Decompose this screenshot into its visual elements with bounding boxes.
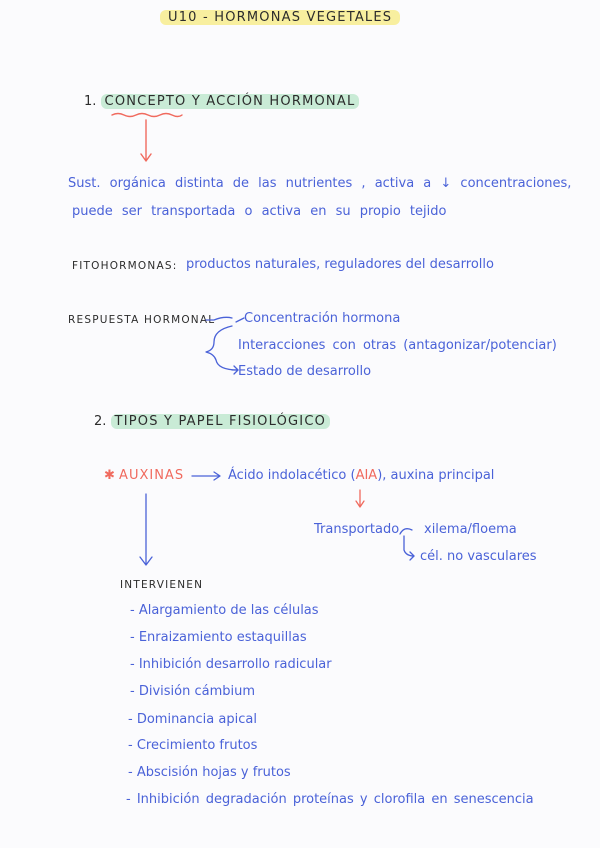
red-squiggle: [112, 114, 182, 117]
intervienen-label: INTERVIENEN: [120, 579, 204, 591]
red-arrow-down-1: [141, 120, 151, 161]
respuesta-item-2: Interacciones con otras (antagonizar/potenciar): [238, 338, 557, 353]
transport-item-1: xilema/floema: [424, 522, 517, 537]
list-item: - Alargamiento de las células: [130, 603, 319, 618]
section2-number: 2.: [94, 414, 107, 429]
auxinas-label: ✱ AUXINAS: [104, 468, 185, 483]
aia-abbr: AIA: [355, 468, 378, 483]
section2-title: TIPOS Y PAPEL FISIOLÓGICO: [111, 414, 331, 429]
blue-arrow-down: [140, 494, 152, 565]
transport-brace: [400, 529, 414, 556]
list-item: - Inhibición desarrollo radicular: [130, 657, 332, 672]
list-item: - División cámbium: [130, 684, 256, 699]
red-arrow-down-2: [356, 490, 364, 507]
auxinas-star: ✱: [104, 468, 115, 483]
section1-title: CONCEPTO Y ACCIÓN HORMONAL: [101, 94, 360, 109]
transport-item-2: cél. no vasculares: [420, 549, 537, 564]
section1-number: 1.: [84, 94, 97, 109]
list-item: - Crecimiento frutos: [128, 738, 258, 753]
respuesta-item-3: Estado de desarrollo: [238, 364, 372, 379]
list-item: - Enraizamiento estaquillas: [130, 630, 307, 645]
list-item: - Dominancia apical: [128, 712, 257, 727]
fitohormonas-label: FITOHORMONAS:: [72, 260, 178, 272]
respuesta-item-1: Concentración hormona: [244, 311, 401, 326]
fitohormonas-text: productos naturales, reguladores del desarrollo: [186, 257, 494, 272]
blue-arrow-right-2: [192, 472, 220, 480]
definition-line-1: Sust. orgánica distinta de las nutrientes , activa a ↓ concentraciones,: [68, 176, 572, 191]
blue-brace: [206, 317, 244, 370]
aia-text: Ácido indolacético (AIA), auxina principal: [228, 468, 495, 483]
list-item: - Abscisión hojas y frutos: [128, 765, 291, 780]
definition-line-2: puede ser transportada o activa en su propio tejido: [72, 204, 447, 219]
transport-label: Transportado: [314, 522, 400, 537]
respuesta-label: RESPUESTA HORMONAL: [68, 314, 216, 326]
page-title: U10 - HORMONAS VEGETALES: [160, 10, 400, 25]
blue-arrow-right-1: [232, 366, 238, 374]
list-item: - Inhibición degradación proteínas y clorofila en senescencia: [126, 792, 534, 807]
